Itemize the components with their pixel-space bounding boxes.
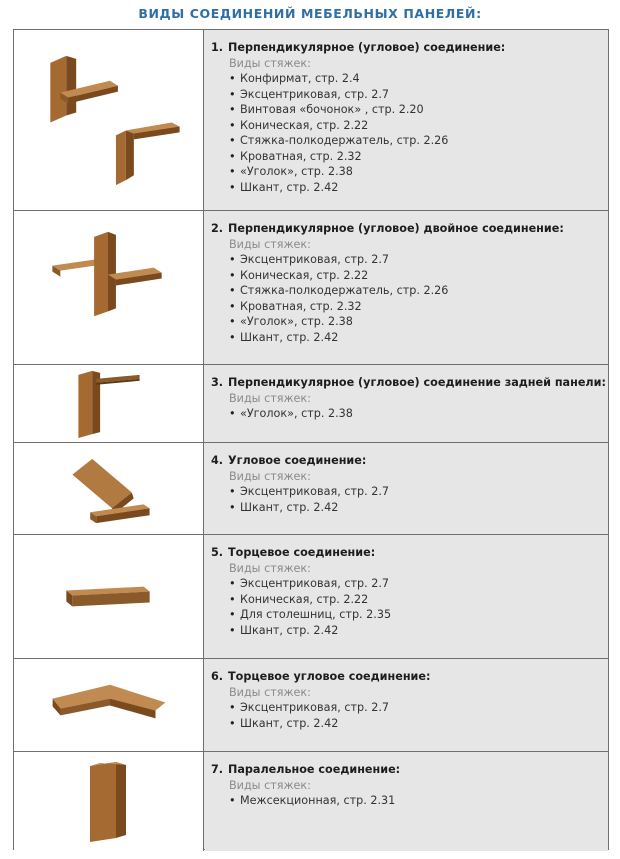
- joint-description: [205, 752, 608, 851]
- list-item: • Стяжка-полкодержатель, стр. 2.26: [229, 133, 608, 149]
- connector-list: [229, 576, 608, 638]
- joint-types-table: [13, 29, 609, 850]
- list-item: • Винтовая «бочонок» , стр. 2.20: [229, 102, 608, 118]
- list-item: • «Уголок», стр. 2.38: [229, 406, 608, 422]
- connector-list: [229, 252, 608, 345]
- end-corner-joint-panels-icon: [14, 659, 204, 751]
- list-item: • Шкант, стр. 2.42: [229, 623, 608, 639]
- list-item: • Коническая, стр. 2.22: [229, 592, 608, 608]
- list-item: • Кроватная, стр. 2.32: [229, 149, 608, 165]
- list-item: • Конфирмат, стр. 2.4: [229, 71, 608, 87]
- joint-number: 3.: [211, 376, 224, 389]
- joint-title: [211, 762, 608, 778]
- subtitle: Виды стяжек:: [229, 469, 311, 483]
- joint-title-text: Торцевое соединение:: [228, 546, 376, 559]
- joint-title: [211, 545, 608, 561]
- image-cell: [14, 659, 204, 751]
- joint-number: 2.: [211, 222, 224, 235]
- list-item: • Шкант, стр. 2.42: [229, 180, 608, 196]
- list-item: • Шкант, стр. 2.42: [229, 716, 608, 732]
- subtitle: Виды стяжек:: [229, 391, 311, 405]
- table-row: [14, 443, 608, 535]
- image-cell: [14, 443, 204, 534]
- joint-title: [211, 375, 608, 391]
- connector-list: [229, 793, 608, 809]
- joint-title-text: Паралельное соединение:: [228, 763, 401, 776]
- joint-title: [211, 453, 608, 469]
- joint-description: [205, 659, 608, 751]
- list-item: • Коническая, стр. 2.22: [229, 268, 608, 284]
- subtitle: Виды стяжек:: [229, 561, 311, 575]
- joint-number: 4.: [211, 454, 224, 467]
- joint-title-text: Перпендикулярное (угловое) двойное соединение:: [228, 222, 564, 235]
- joint-number: 7.: [211, 763, 224, 776]
- image-cell: [14, 30, 204, 210]
- image-cell: [14, 365, 204, 442]
- list-item: • Стяжка-полкодержатель, стр. 2.26: [229, 283, 608, 299]
- joint-title: [211, 221, 608, 237]
- table-row: [14, 365, 608, 443]
- list-item: • Кроватная, стр. 2.32: [229, 299, 608, 315]
- joint-title-text: Торцевое угловое соединение:: [228, 670, 431, 683]
- joint-title: [211, 669, 608, 685]
- list-item: • Межсекционная, стр. 2.31: [229, 793, 608, 809]
- list-item: • Шкант, стр. 2.42: [229, 330, 608, 346]
- table-row: [14, 535, 608, 659]
- joint-title-text: Перпендикулярное (угловое) соединение задней панели:: [228, 376, 606, 389]
- image-cell: [14, 211, 204, 364]
- list-item: • Коническая, стр. 2.22: [229, 118, 608, 134]
- t-joint-and-corner-panels-icon: [14, 30, 204, 210]
- list-item: • Шкант, стр. 2.42: [229, 500, 608, 516]
- table-row: [14, 659, 608, 752]
- list-item: • Эксцентриковая, стр. 2.7: [229, 576, 608, 592]
- joint-description: [205, 443, 608, 534]
- subtitle: Виды стяжек:: [229, 237, 311, 251]
- list-item: • «Уголок», стр. 2.38: [229, 164, 608, 180]
- joint-description: [205, 211, 608, 364]
- joint-title-text: Перпендикулярное (угловое) соединение:: [228, 41, 506, 54]
- list-item: • «Уголок», стр. 2.38: [229, 314, 608, 330]
- list-item: • Эксцентриковая, стр. 2.7: [229, 87, 608, 103]
- page-title: ВИДЫ СОЕДИНЕНИЙ МЕБЕЛЬНЫХ ПАНЕЛЕЙ:: [138, 6, 482, 21]
- table-row: [14, 211, 608, 365]
- cross-joint-panels-icon: [14, 211, 204, 364]
- table-row: [14, 30, 608, 211]
- table-row: [14, 752, 608, 851]
- parallel-joint-panels-icon: [14, 752, 204, 851]
- joint-title-text: Угловое соединение:: [228, 454, 367, 467]
- connector-list: [229, 700, 608, 731]
- list-item: • Эксцентриковая, стр. 2.7: [229, 484, 608, 500]
- list-item: • Эксцентриковая, стр. 2.7: [229, 252, 608, 268]
- end-joint-panel-icon: [14, 535, 204, 658]
- subtitle: Виды стяжек:: [229, 778, 311, 792]
- angled-joint-panels-icon: [14, 443, 204, 534]
- joint-title: [211, 40, 608, 56]
- image-cell: [14, 752, 204, 851]
- list-item: • Для столешниц, стр. 2.35: [229, 607, 608, 623]
- subtitle: Виды стяжек:: [229, 685, 311, 699]
- joint-description: [205, 365, 608, 442]
- image-cell: [14, 535, 204, 658]
- subtitle: Виды стяжек:: [229, 56, 311, 70]
- connector-list: [229, 406, 608, 422]
- joint-description: [205, 535, 608, 658]
- joint-description: [205, 30, 608, 210]
- joint-number: 5.: [211, 546, 224, 559]
- back-panel-joint-icon: [14, 365, 204, 442]
- joint-number: 6.: [211, 670, 224, 683]
- list-item: • Эксцентриковая, стр. 2.7: [229, 700, 608, 716]
- connector-list: [229, 71, 608, 195]
- joint-number: 1.: [211, 41, 224, 54]
- connector-list: [229, 484, 608, 515]
